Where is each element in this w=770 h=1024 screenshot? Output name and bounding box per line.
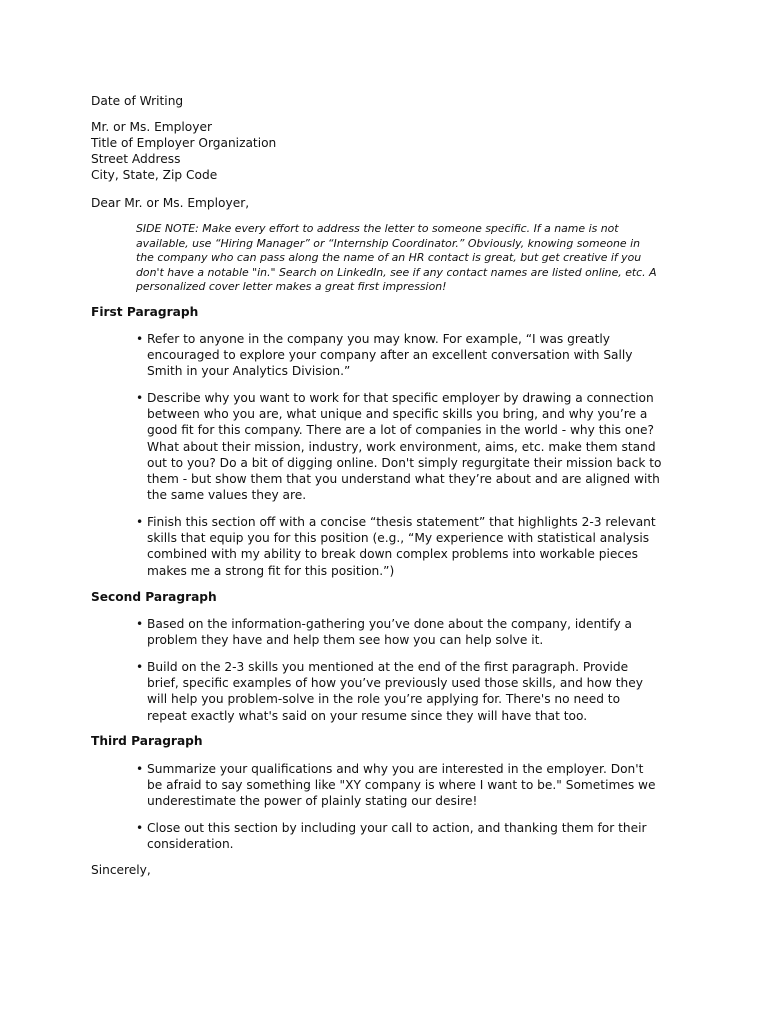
- list-item-line: consideration.: [147, 837, 234, 852]
- list-item-line: underestimate the power of plainly stating our desire!: [147, 794, 478, 809]
- side-note-line: the company who can pass along the name of an HR contact is great, but get creative if you: [136, 251, 642, 265]
- list-item-line: Based on the information-gathering you’ve done about the company, identify a: [147, 617, 633, 631]
- recipient-city: City, State, Zip Code: [91, 168, 218, 182]
- list-item-line: Refer to anyone in the company you may know. For example, “I was greatly: [147, 332, 610, 346]
- side-note-line: personalized cover letter makes a great first impression!: [136, 280, 447, 294]
- list-item-line: repeat exactly what's said on your resume since they will have that too.: [147, 708, 588, 723]
- list-item: [136, 514, 696, 579]
- list-item-line: Finish this section off with a concise “thesis statement” that highlights 2-3 relevant: [147, 515, 656, 529]
- list-item: [136, 820, 696, 852]
- list-item-line: Smith in your Analytics Division.”: [147, 364, 351, 379]
- side-note: [136, 222, 696, 295]
- list-item-line: Describe why you want to work for that specific employer by drawing a connection: [147, 391, 654, 405]
- bullet-icon: •: [136, 391, 144, 405]
- side-note-line: available, use “Hiring Manager” or “Internship Coordinator.” Obviously, knowing someone in: [136, 236, 641, 250]
- bullet-icon: •: [136, 762, 144, 776]
- list-item-line: Close out this section by including your call to action, and thanking them for their: [147, 821, 647, 835]
- recipient-title: Title of Employer Organization: [91, 136, 277, 150]
- recipient-street: Street Address: [91, 152, 181, 166]
- side-note-line: SIDE NOTE: Make every effort to address the letter to someone specific. If a name is not: [136, 222, 619, 235]
- list-item: [136, 616, 696, 648]
- list-item-line: problem they have and help them see how you can help solve it.: [147, 633, 544, 648]
- list-item-line: skills that equip you for this position (e.g., “My experience with statistical analysis: [147, 531, 650, 546]
- bullet-icon: •: [136, 617, 144, 631]
- list-item: [136, 761, 696, 810]
- list-item-line: good fit for this company. There are a lot of companies in the world - why this one?: [147, 423, 655, 438]
- closing: Sincerely,: [91, 863, 151, 877]
- list-item-line: combined with my ability to break down complex problems into workable pieces: [147, 547, 638, 562]
- list-item-line: What about their mission, industry, work environment, aims, etc. make them stand: [147, 439, 656, 454]
- section-heading: Second Paragraph: [91, 590, 217, 604]
- bullet-icon: •: [136, 660, 144, 674]
- list-item: [136, 659, 696, 724]
- recipient-name: Mr. or Ms. Employer: [91, 120, 212, 134]
- side-note-line: don't have a notable "in." Search on LinkedIn, see if any contact names are listed online, etc. A: [136, 265, 657, 279]
- list-item: [136, 390, 696, 503]
- bullet-icon: •: [136, 332, 144, 346]
- list-item-line: them - but show them that you understand what they’re about and are aligned with: [147, 472, 660, 487]
- list-item-line: out to you? Do a bit of digging online. Don't simply regurgitate their mission back to: [147, 455, 662, 470]
- list-item-line: encouraged to explore your company after an excellent conversation with Sally: [147, 348, 633, 363]
- bullet-icon: •: [136, 515, 144, 529]
- list-item-line: Build on the 2-3 skills you mentioned at the end of the first paragraph. Provide: [147, 660, 629, 674]
- list-item: [136, 331, 696, 380]
- list-item-line: makes me a strong fit for this position.”): [147, 563, 395, 578]
- list-item-line: Summarize your qualifications and why you are interested in the employer. Don't: [147, 762, 644, 776]
- section-heading: First Paragraph: [91, 305, 199, 319]
- date-line: Date of Writing: [91, 94, 184, 108]
- list-item-line: between who you are, what unique and specific skills you bring, and why you’re a: [147, 407, 648, 422]
- salutation: Dear Mr. or Ms. Employer,: [91, 196, 250, 210]
- section-heading: Third Paragraph: [91, 734, 203, 748]
- list-item-line: will help you problem-solve in the role you’re applying for. There's no need to: [147, 692, 621, 707]
- list-item-line: the same values they are.: [147, 488, 307, 503]
- list-item-line: brief, specific examples of how you’ve previously used those skills, and how they: [147, 676, 643, 691]
- bullet-icon: •: [136, 821, 144, 835]
- list-item-line: be afraid to say something like "XY company is where I want to be." Sometimes we: [147, 778, 656, 793]
